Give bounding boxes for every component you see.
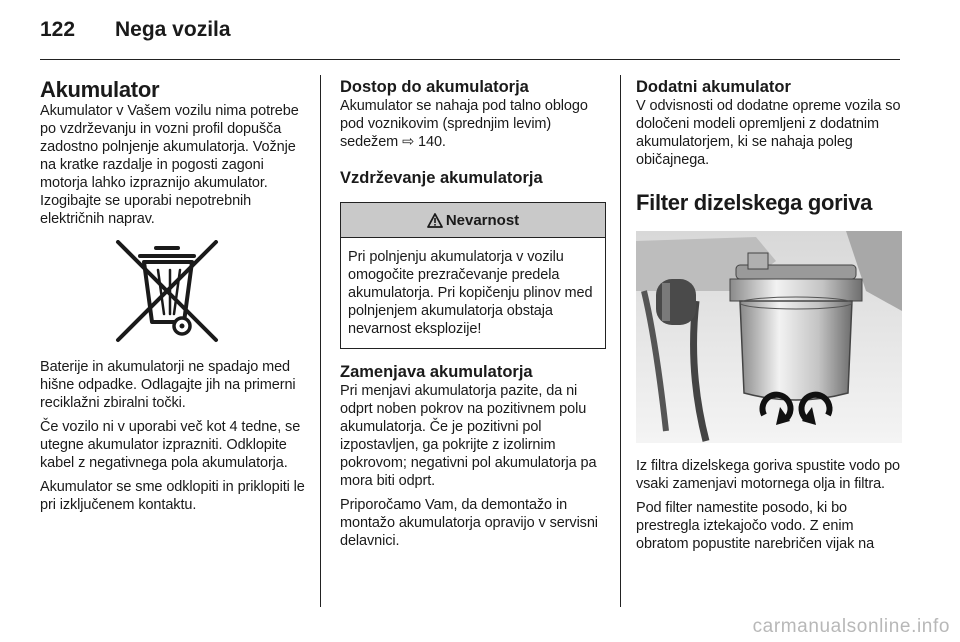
warning-triangle-icon [427, 213, 443, 228]
column-3 [636, 78, 902, 553]
warning-body [341, 238, 605, 348]
column-divider-2 [620, 75, 621, 607]
paragraph: Akumulator se nahaja pod talno oblogo pod voznikovim (sprednjim levim) sedežem ⇨ 140. [340, 98, 588, 150]
heading-akumulator: Akumulator [40, 77, 160, 102]
paragraph: Priporočamo Vam, da demontažo in montažo akumulatorja opravijo v servisni delavnici. [340, 497, 598, 549]
column-divider-1 [320, 75, 321, 607]
column-2 [340, 78, 606, 550]
heading-dodatni: Dodatni akumulator [636, 78, 791, 96]
paragraph: Baterije in akumulatorji ne spadajo med hišne odpadke. Odlagajte jih na primerni reciklažni zbiralni točki. [40, 359, 296, 411]
crossed-out-wheelie-bin-icon [112, 240, 222, 344]
heading-zamenjava: Zamenjava akumulatorja [340, 363, 533, 381]
paragraph: Akumulator v Vašem vozilu nima potrebe po vzdrževanju in vozni profil dopušča zadostno polnjenje akumulatorja. Vožnje na kratke razdalje in pogosti zagoni motorja lahko izpraznijo akumulator. Izogibajte se uporabi nepotrebnih električnih naprav. [40, 103, 299, 227]
header-divider [40, 59, 900, 60]
heading-filter: Filter dizelskega goriva [636, 190, 873, 215]
column-1 [40, 78, 308, 514]
paragraph: V odvisnosti od dodatne opreme vozila so določeni modeli opremljeni z dodatnim akumulatorjem, ki se nahaja poleg običajnega. [636, 98, 901, 168]
watermark: carmanualsonline.info [752, 616, 950, 637]
warning-box [340, 202, 606, 349]
paragraph: Pod filter namestite posodo, ki bo prestregla iztekajočo vodo. Z enim obratom popustite narebričen vijak na [636, 500, 875, 552]
warning-title: Nevarnost [445, 211, 520, 229]
heading-dostop: Dostop do akumulatorja [340, 78, 529, 96]
diesel-fuel-filter-illustration [636, 231, 902, 443]
heading-vzdrzevanje: Vzdrževanje akumulatorja [340, 169, 543, 187]
section-title: Nega vozila [115, 18, 231, 41]
paragraph: Iz filtra dizelskega goriva spustite vodo po vsaki zamenjavi motornega olja in filtra. [636, 458, 900, 492]
warning-header [341, 203, 605, 238]
page-number: 122 [40, 18, 76, 41]
warning-text: Pri polnjenju akumulatorja v vozilu omogočite prezračevanje predela akumulatorja. Pri kopičenju plinov med polnjenjem akumulatorja obstaja nevarnost eksplozije! [348, 249, 593, 337]
paragraph: Če vozilo ni v uporabi več kot 4 tedne, se utegne akumulator izprazniti. Odklopite kabel z negativnega pola akumulatorja. [40, 419, 301, 471]
paragraph: Akumulator se sme odklopiti in priklopiti le pri izključenem kontaktu. [40, 479, 305, 513]
paragraph: Pri menjavi akumulatorja pazite, da ni odprt noben pokrov na pozitivnem polu akumulatorja. Če je pozitivni pol izpostavljen, ga pokrijte z izolirnim pokrovom; negativni pol akumulatorja pa mora biti odprt. [340, 383, 597, 489]
